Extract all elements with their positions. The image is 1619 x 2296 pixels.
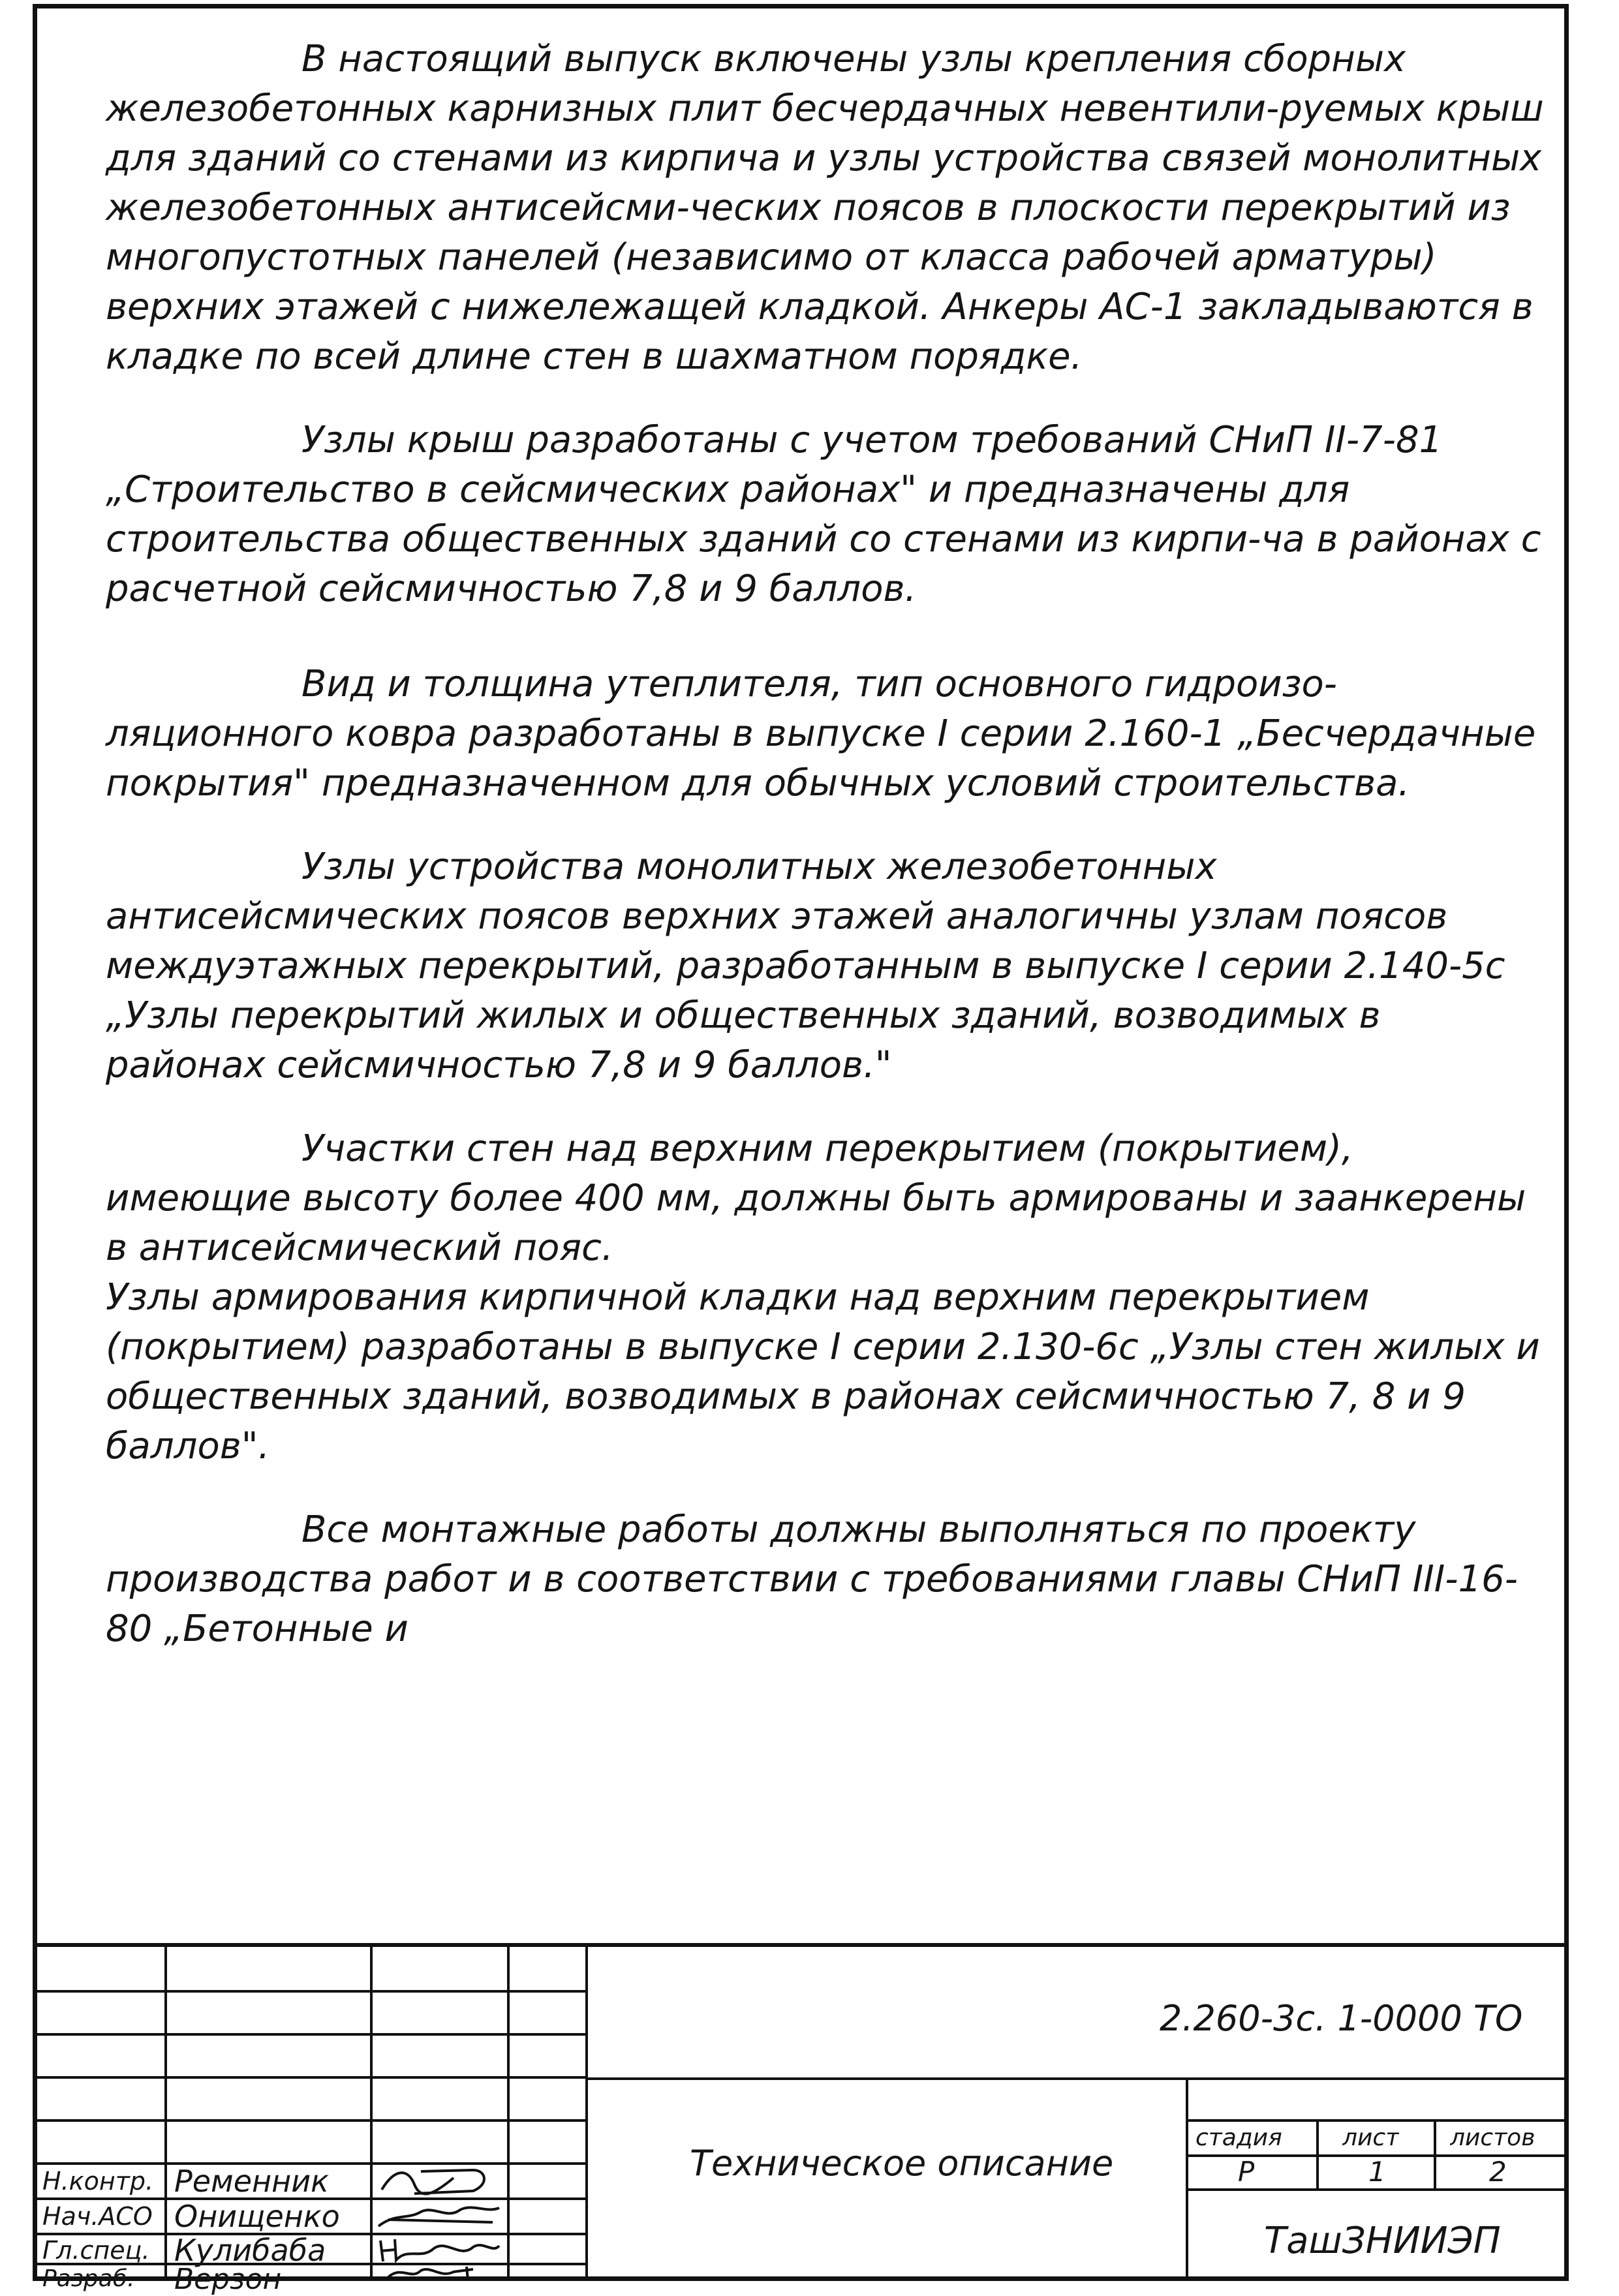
signature-name: Кулибаба — [174, 2233, 326, 2268]
handwritten-signature — [375, 2264, 502, 2282]
paragraph-scope: В настоящий выпуск включены узлы крепления сборных железобетонных карнизных плит бесчердачных невентили-руемых крыш для зданий со стенами из кирпича и узлы устройства связей монолитных железобетонных антисейсми-ческих поясов в плоскости перекрытий из многопустотных панелей (независимо от класса рабочей арматуры) верхних этажей с нижележащей кладкой. Анкеры АС-1 закладываются в кладке по всей длине стен в шахматном порядке. — [106, 38, 1544, 378]
explanatory-text — [106, 35, 1548, 1654]
signature-role: Н.контр. — [42, 2167, 154, 2196]
signature-role: Разраб. — [42, 2265, 135, 2292]
sheet-value: 1 — [1368, 2156, 1386, 2188]
signature-name: Онищенко — [174, 2199, 340, 2234]
handwritten-signature — [375, 2165, 502, 2197]
paragraph-masonry: Узлы армирования кирпичной кладки над верхним перекрытием (покрытием) разработаны в выпуске I серии 2.130-6с „Узлы стен жилых и общественных зданий, возводимых в районах сейсмичностью 7, 8 и 9 баллов". — [106, 1276, 1540, 1467]
signature-role: Гл.спец. — [42, 2236, 150, 2265]
stage-value: Р — [1238, 2156, 1255, 2188]
signature-role: Нач.АСО — [42, 2202, 153, 2231]
paragraph-installation: Все монтажные работы должны выполняться по проекту производства работ и в соответствии с требованиями главы СНиП III-16-80 „Бетонные и — [106, 1508, 1518, 1650]
handwritten-signature — [375, 2234, 502, 2264]
document-name: Техническое описание — [690, 2143, 1114, 2184]
paragraph-standards: Узлы крыш разработаны с учетом требований СНиП II-7-81 „Строительство в сейсмических районах" и предназначены для строительства общественных зданий со стенами из кирпи-ча в районах с расчетной сейсмичностью 7,8 и 9 баллов. — [106, 419, 1541, 610]
signature-name: Ременник — [174, 2164, 329, 2199]
organization: ТашЗНИИЭП — [1264, 2220, 1501, 2262]
drawing-sheet — [33, 4, 1569, 2296]
sheets-value: 2 — [1489, 2156, 1507, 2188]
signature-name: Верзон — [174, 2263, 282, 2296]
sheet-label: лист — [1342, 2124, 1400, 2151]
sheets-label: листов — [1450, 2124, 1535, 2151]
handwritten-signature — [375, 2200, 502, 2233]
stage-label: стадия — [1195, 2124, 1282, 2151]
paragraph-belts: Узлы устройства монолитных железобетонных антисейсмических поясов верхних этажей аналогичны узлам поясов междуэтажных перекрытий, разработанным в выпуске I серии 2.140-5с „Узлы перекрытий жилых и общественных зданий, возводимых в районах сейсмичностью 7,8 и 9 баллов." — [106, 846, 1505, 1086]
title-block — [37, 1943, 1564, 2296]
paragraph-insulation: Вид и толщина утеплителя, тип основного гидроизо-ляционного ковра разработаны в выпуске I серии 2.160-1 „Бесчердачные покрытия" предназначенном для обычных условий строительства. — [106, 663, 1536, 804]
document-code: 2.260-3с. 1-0000 ТО — [1160, 1998, 1523, 2039]
paragraph-wall-sections: Участки стен над верхним перекрытием (покрытием), имеющие высоту более 400 мм, должны быть армированы и заанкерены в антисейсмический пояс. — [106, 1127, 1526, 1269]
